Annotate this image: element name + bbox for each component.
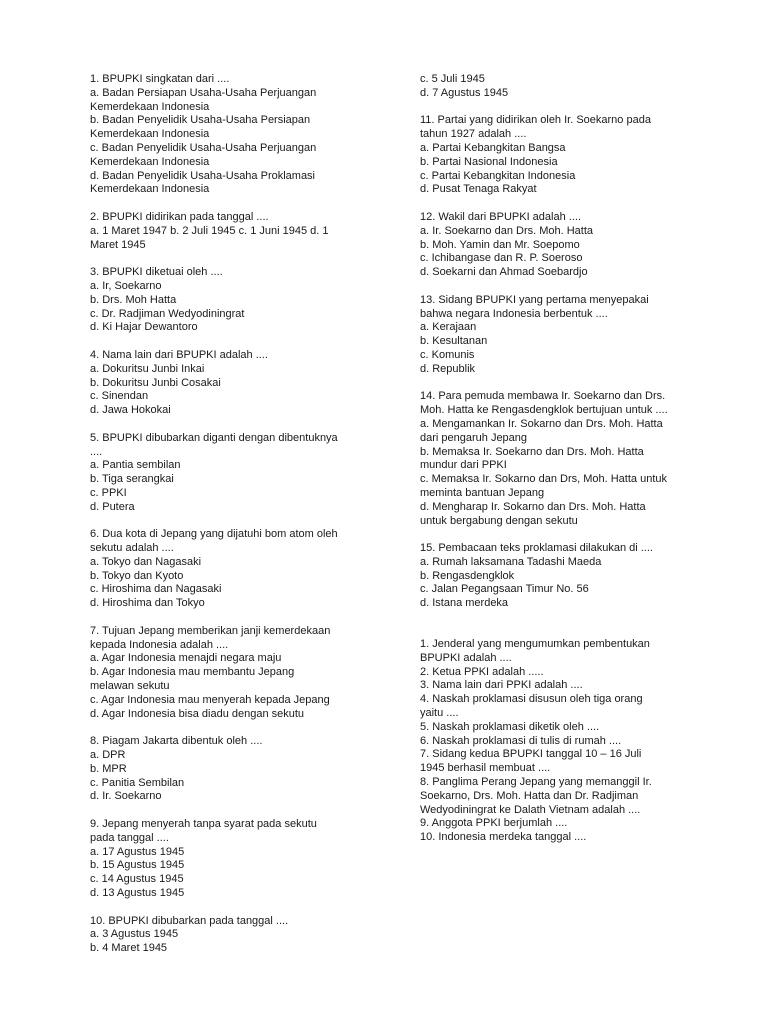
text-line: b. Drs. Moh Hatta (90, 293, 177, 306)
text-line: a. Tokyo dan Nagasaki (90, 555, 202, 568)
text-line: 13. Sidang BPUPKI yang pertama menyepakai (420, 293, 649, 306)
text-line: a. Agar Indonesia menajdi negara maju (90, 652, 282, 665)
text-line: 3. BPUPKI diketuai oleh .... (90, 266, 223, 279)
text-line: d. Soekarni dan Ahmad Soebardjo (420, 266, 588, 279)
text-line: a. Pantia sembilan (90, 459, 181, 472)
text-line: d. Putera (90, 500, 135, 513)
text-line: dari pengaruh Jepang (420, 431, 528, 444)
text-line: kepada Indonesia adalah .... (90, 638, 229, 651)
text-line: 6. Dua kota di Jepang yang dijatuhi bom atom oleh (90, 528, 338, 541)
text-line: b. Badan Penyelidik Usaha-Usaha Persiapan (90, 114, 311, 127)
text-line: c. 5 Juli 1945 (420, 73, 485, 85)
question-block (90, 528, 390, 611)
text-line: 3. Nama lain dari PPKI adalah .... (420, 679, 583, 692)
text-line: c. Partai Kebangkitan Indonesia (420, 169, 576, 182)
text-line: c. Memaksa Ir. Sokarno dan Drs, Moh. Hatta untuk (420, 473, 667, 486)
text-line: a. Dokuritsu Junbi Inkai (90, 362, 205, 375)
question-block (90, 735, 390, 804)
text-line: b. Partai Nasional Indonesia (420, 155, 558, 168)
question-block (420, 73, 720, 101)
text-line: a. Rumah laksamana Tadashi Maeda (420, 555, 602, 568)
question-block (90, 432, 390, 515)
left-column (90, 73, 390, 970)
text-line: d. Agar Indonesia bisa diadu dengan sekutu (90, 707, 305, 720)
text-line: Kemerdekaan Indonesia (90, 128, 210, 141)
text-line: c. PPKI (90, 486, 127, 499)
text-line: 9. Jepang menyerah tanpa syarat pada sekutu (90, 818, 317, 831)
text-line: d. Istana merdeka (420, 597, 509, 610)
text-line: c. Agar Indonesia mau menyerah kepada Jepang (90, 693, 330, 706)
essay-questions-block (420, 638, 720, 845)
text-line: 8. Piagam Jakarta dibentuk oleh .... (90, 735, 263, 748)
text-line: d. Mengharap Ir. Sokarno dan Drs. Moh. Hatta (420, 500, 646, 513)
text-line: 2. BPUPKI didirikan pada tanggal .... (90, 210, 269, 223)
text-line: bahwa negara Indonesia berbentuk .... (420, 307, 608, 320)
text-line: b. 4 Maret 1945 (90, 942, 168, 955)
text-line: mundur dari PPKI (420, 459, 507, 472)
text-line: a. 17 Agustus 1945 (90, 845, 185, 858)
question-block (90, 915, 390, 956)
text-line: b. Tokyo dan Kyoto (90, 569, 184, 582)
text-line: d. Hiroshima dan Tokyo (90, 597, 205, 610)
text-line: a. Badan Persiapan Usaha-Usaha Perjuangan (90, 86, 317, 99)
right-column (420, 73, 720, 859)
text-line: a. Ir, Soekarno (90, 279, 162, 292)
text-line: 1. BPUPKI singkatan dari .... (90, 73, 230, 85)
question-block (90, 266, 390, 335)
question-block (420, 114, 720, 197)
text-line: d. Pusat Tenaga Rakyat (420, 183, 537, 196)
text-line: a. 3 Agustus 1945 (90, 928, 179, 941)
question-block (420, 211, 720, 280)
text-line: Kemerdekaan Indonesia (90, 100, 210, 113)
text-line: 15. Pembacaan teks proklamasi dilakukan di .... (420, 542, 653, 555)
text-line: 10. BPUPKI dibubarkan pada tanggal .... (90, 914, 289, 927)
text-line: melawan sekutu (90, 680, 170, 693)
text-line: a. Partai Kebangkitan Bangsa (420, 141, 566, 154)
question-block (90, 818, 390, 901)
text-line: c. Hiroshima dan Nagasaki (90, 583, 222, 596)
text-line: 4. Naskah proklamasi disusun oleh tiga orang (420, 693, 643, 706)
text-line: 2. Ketua PPKI adalah ..... (420, 665, 544, 678)
question-block (90, 73, 390, 197)
question-block (420, 542, 720, 611)
text-line: Soekarno, Drs. Moh. Hatta dan Dr. Radjiman (420, 789, 639, 802)
text-line: b. 15 Agustus 1945 (90, 859, 185, 872)
text-line: pada tanggal .... (90, 831, 169, 844)
text-line: tahun 1927 adalah .... (420, 128, 527, 141)
text-line: d. Ki Hajar Dewantoro (90, 321, 198, 334)
text-line: d. 13 Agustus 1945 (90, 887, 185, 900)
text-line: c. Ichibangase dan R. P. Soeroso (420, 252, 583, 265)
text-line: d. Ir. Soekarno (90, 790, 162, 803)
text-line: c. Dr. Radjiman Wedyodiningrat (90, 307, 245, 320)
text-line: b. MPR (90, 762, 127, 775)
text-line: c. Sinendan (90, 390, 149, 403)
text-line: d. 7 Agustus 1945 (420, 86, 509, 99)
text-line: Kemerdekaan Indonesia (90, 183, 210, 196)
text-line: c. Panitia Sembilan (90, 776, 185, 789)
text-line: c. Komunis (420, 348, 475, 361)
text-line: c. 14 Agustus 1945 (90, 873, 184, 886)
text-line: Wedyodiningrat ke Dalath Vietnam adalah .... (420, 803, 641, 816)
text-line: b. Kesultanan (420, 335, 488, 348)
text-line: a. 1 Maret 1947 b. 2 Juli 1945 c. 1 Juni 1945 d. 1 (90, 224, 329, 237)
text-line: 11. Partai yang didirikan oleh Ir. Soekarno pada (420, 114, 651, 127)
text-line: b. Rengasdengklok (420, 569, 515, 582)
text-line: 10. Indonesia merdeka tanggal .... (420, 831, 587, 844)
question-block (420, 294, 720, 377)
text-line: 14. Para pemuda membawa Ir. Soekarno dan Drs. (420, 390, 666, 403)
question-block (420, 390, 720, 528)
text-line: 4. Nama lain dari BPUPKI adalah .... (90, 348, 268, 361)
text-line: 8. Panglima Perang Jepang yang memanggil Ir. (420, 776, 652, 789)
text-line: 12. Wakil dari BPUPKI adalah .... (420, 210, 581, 223)
text-line: yaitu .... (420, 707, 459, 720)
text-line: 5. BPUPKI dibubarkan diganti dengan dibentuknya (90, 431, 338, 444)
text-line: b. Agar Indonesia mau membantu Jepang (90, 666, 295, 679)
text-line: c. Badan Penyelidik Usaha-Usaha Perjuangan (90, 141, 317, 154)
text-line: sekutu adalah .... (90, 542, 174, 555)
text-line: d. Republik (420, 362, 476, 375)
question-block (90, 211, 390, 252)
text-line: c. Jalan Pegangsaan Timur No. 56 (420, 583, 589, 596)
text-line: Maret 1945 (90, 238, 146, 251)
text-line: b. Dokuritsu Junbi Cosakai (90, 376, 221, 389)
text-line: 7. Tujuan Jepang memberikan janji kemerdekaan (90, 624, 331, 637)
text-line: a. Ir. Soekarno dan Drs. Moh. Hatta (420, 224, 594, 237)
text-line: a. Mengamankan Ir. Sokarno dan Drs. Moh. Hatta (420, 417, 663, 430)
text-line: untuk bergabung dengan sekutu (420, 514, 578, 527)
text-line: d. Jawa Hokokai (90, 404, 171, 417)
text-line: Moh. Hatta ke Rengasdengklok bertujuan untuk .... (420, 404, 668, 417)
text-line: 9. Anggota PPKI berjumlah .... (420, 817, 568, 830)
text-line: 1945 berhasil membuat .... (420, 762, 551, 775)
question-block (90, 625, 390, 722)
text-line: b. Moh. Yamin dan Mr. Soepomo (420, 238, 580, 251)
text-line: d. Badan Penyelidik Usaha-Usaha Proklamasi (90, 169, 316, 182)
question-block (90, 349, 390, 418)
text-line: 5. Naskah proklamasi diketik oleh .... (420, 720, 600, 733)
text-line: meminta bantuan Jepang (420, 486, 545, 499)
text-line: 1. Jenderal yang mengumumkan pembentukan (420, 638, 650, 651)
text-line: a. DPR (90, 749, 126, 762)
text-line: b. Tiga serangkai (90, 473, 174, 486)
text-line: 6. Naskah proklamasi di tulis di rumah .... (420, 734, 622, 747)
text-line: b. Memaksa Ir. Soekarno dan Drs. Moh. Hatta (420, 445, 644, 458)
text-line: 7. Sidang kedua BPUPKI tanggal 10 – 16 Juli (420, 748, 642, 761)
text-line: Kemerdekaan Indonesia (90, 155, 210, 168)
text-line: a. Kerajaan (420, 321, 477, 334)
text-line: BPUPKI adalah .... (420, 651, 512, 664)
text-line: .... (90, 445, 103, 458)
